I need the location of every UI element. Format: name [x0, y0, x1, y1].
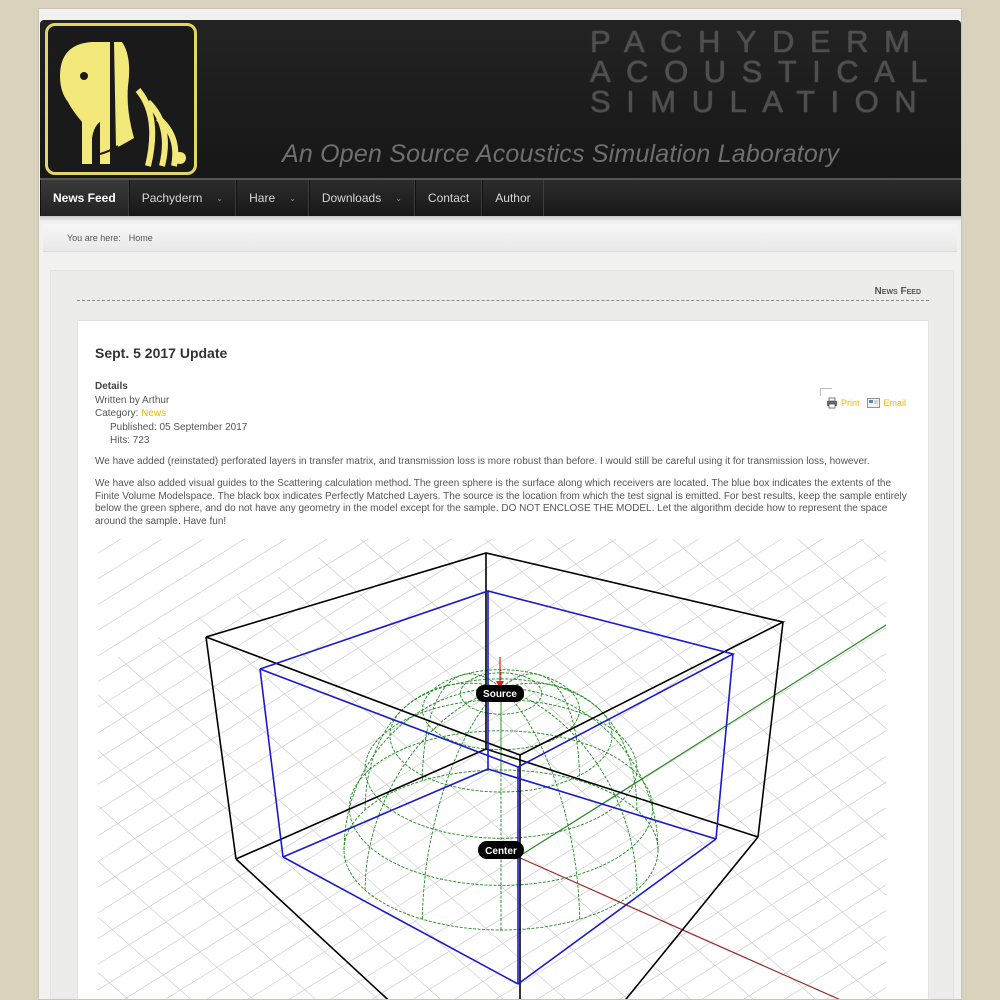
chevron-down-icon: ⌄	[395, 193, 402, 203]
nav-label: Contact	[427, 191, 470, 205]
article-published: Published: 05 September 2017	[110, 421, 248, 433]
site-logo[interactable]	[45, 23, 197, 175]
brand-line-2: ACOUSTICAL	[590, 54, 944, 89]
content-area	[50, 270, 954, 1000]
print-link[interactable]	[826, 397, 860, 409]
svg-text:Source: Source	[483, 689, 517, 700]
article-details	[95, 380, 495, 448]
nav-item-hare[interactable]	[236, 180, 309, 216]
article-icons	[826, 397, 906, 409]
nav-item-author[interactable]	[482, 180, 543, 216]
scattering-visual-guide-image	[98, 539, 886, 1000]
pml-box	[206, 553, 783, 1000]
nav-label: Author	[495, 191, 531, 205]
nav-label: News Feed	[53, 191, 116, 205]
article-paragraph-2: We have also added visual guides to the Scattering calculation method. The green sphere is the surface along which receivers are located. The blue box indicates the extents of the Finite Volume Modelspace. The black box indicates Perfectly Matched Layers. The source is the location from which the test signal is emitted. For best results, keep the sample entirely below the green sphere, and do not have any geometry in the model except for the sample. DO NOT ENCLOSE THE MODEL. Let the algorithm decide how to represent the space around the sample. Have fun!	[95, 478, 907, 527]
source-label	[476, 685, 524, 702]
nav-item-news-feed[interactable]	[40, 180, 129, 216]
modelspace-box	[260, 591, 733, 984]
main-nav	[40, 178, 961, 216]
site-tagline: An Open Source Acoustics Simulation Laboratory	[282, 140, 840, 168]
chevron-down-icon: ⌄	[216, 193, 224, 203]
email-label: Email	[883, 398, 906, 408]
details-label: Details	[95, 381, 128, 392]
page-container	[38, 8, 962, 1000]
article	[77, 320, 929, 1000]
nav-label: Downloads	[321, 191, 382, 205]
email-link[interactable]	[867, 398, 906, 409]
nav-label: Pachyderm	[141, 191, 203, 205]
print-label: Print	[840, 398, 860, 408]
breadcrumb-home-link[interactable]: Home	[128, 232, 153, 243]
nav-item-contact[interactable]	[415, 180, 482, 216]
brand-line-1: PACHYDERM	[590, 24, 926, 59]
brand-line-3: SIMULATION	[590, 84, 933, 119]
breadcrumb	[43, 224, 957, 252]
site-header	[40, 20, 961, 186]
nav-item-pachyderm[interactable]	[129, 180, 236, 216]
breadcrumb-prefix: You are here:	[67, 232, 121, 243]
nav-shadow	[40, 216, 961, 221]
section-heading: News Feed	[77, 287, 929, 301]
article-title: Sept. 5 2017 Update	[95, 345, 228, 361]
category-label: Category:	[95, 408, 139, 419]
printer-icon	[826, 397, 838, 409]
email-icon	[867, 398, 880, 409]
article-hits: Hits: 723	[110, 435, 150, 446]
scattering-3d-diagram	[98, 539, 886, 1000]
article-paragraph-1: We have added (reinstated) perforated layers in transfer matrix, and transmission loss is more robust than before. I would still be careful using it for transmission loss, however.	[95, 456, 870, 467]
y-axis-line	[518, 625, 886, 857]
svg-text:Center: Center	[485, 846, 517, 857]
x-axis-line	[518, 857, 843, 1000]
article-category	[95, 407, 495, 421]
icons-dropdown-corner	[820, 388, 832, 396]
article-author: Written by Arthur	[95, 394, 170, 406]
center-label	[478, 841, 524, 859]
chevron-down-icon: ⌄	[289, 193, 296, 203]
nav-label: Hare	[249, 191, 276, 205]
nav-item-downloads[interactable]	[309, 180, 415, 216]
elephant-logo-icon	[48, 26, 194, 172]
category-link[interactable]: News	[141, 408, 167, 419]
